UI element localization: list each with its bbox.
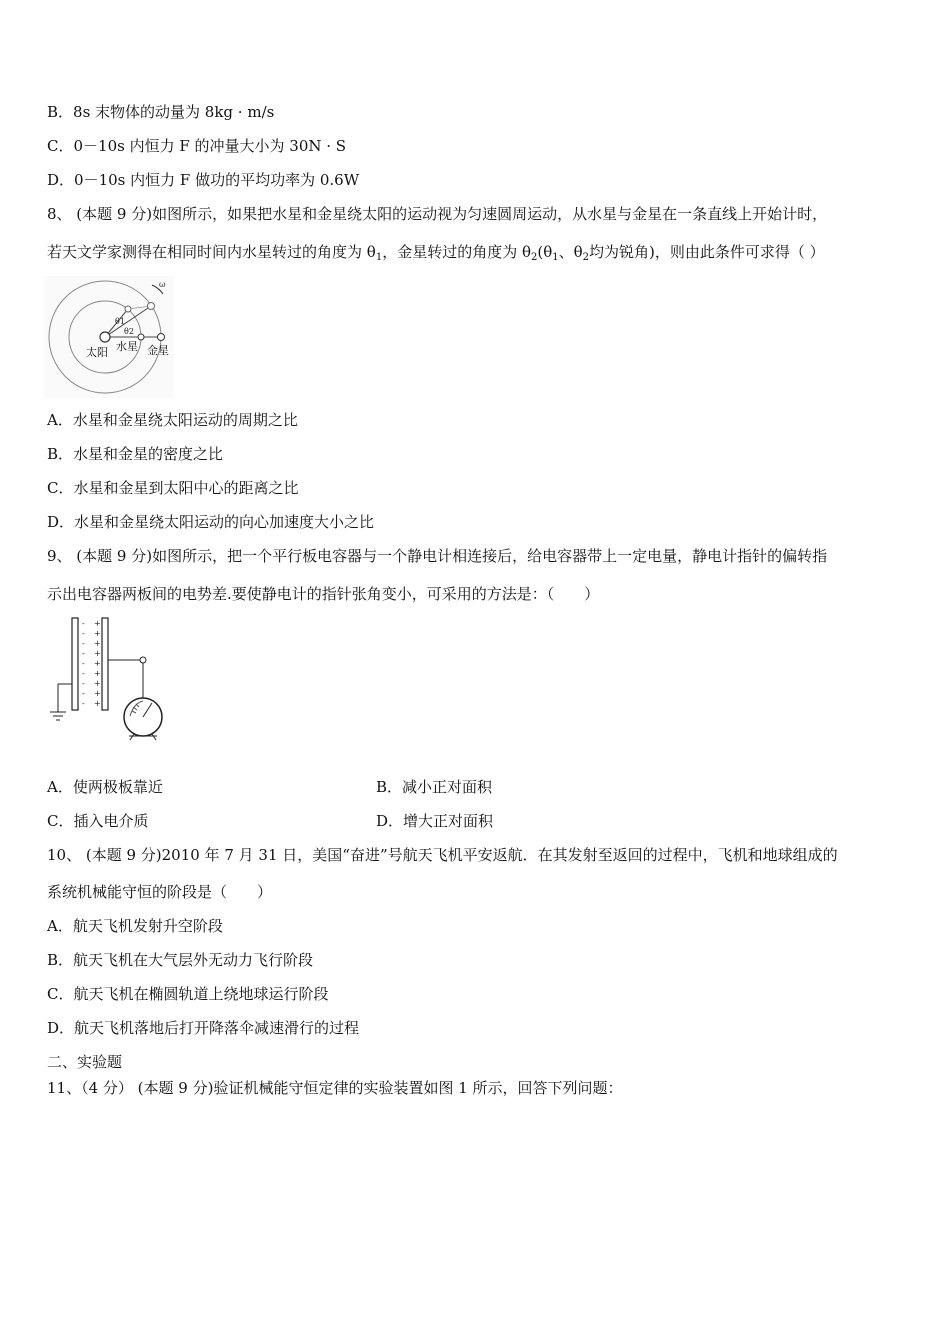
mercury-label: 水星	[116, 340, 138, 353]
orbit-diagram	[44, 276, 174, 398]
svg-text:-: -	[82, 679, 85, 688]
q7-option-c: C．0－10s 内恒力 F 的冲量大小为 30N · S	[47, 137, 347, 155]
theta1-label: θ1	[115, 317, 125, 326]
ground-icon	[50, 712, 66, 720]
svg-text:-: -	[82, 659, 85, 668]
q9-option-b: B．减小正对面积	[376, 778, 493, 796]
q9-stem-line2: 示出电容器两板间的电势差.要使静电计的指针张角变小，可采用的方法是：（ ）	[47, 585, 600, 603]
q10-option-c: C．航天飞机在椭圆轨道上绕地球运行阶段	[47, 985, 329, 1003]
q9-option-d: D．增大正对面积	[376, 812, 494, 830]
svg-text:+: +	[94, 639, 101, 648]
venus-label: 金星	[147, 344, 169, 357]
svg-text:+: +	[94, 659, 101, 668]
mercury-icon	[138, 334, 144, 340]
omega-label: ω	[159, 280, 166, 289]
q8-stem-line1: 8、 (本题 9 分)如图所示，如果把水星和金星绕太阳的运动视为匀速圆周运动，从水星与金星在一条直线上开始计时，	[47, 205, 828, 223]
q10-stem-line1: 10、 (本题 9 分)2010 年 7 月 31 日，美国“奋进”号航天飞机平安返航．在其发射至返回的过程中，飞机和地球组成的	[47, 846, 838, 864]
q10-option-b: B．航天飞机在大气层外无动力飞行阶段	[47, 951, 314, 969]
svg-text:-: -	[82, 629, 85, 638]
right-plate	[102, 618, 108, 710]
svg-text:-: -	[82, 689, 85, 698]
q9-stem-line1: 9、 (本题 9 分)如图所示，把一个平行板电容器与一个静电计相连接后，给电容器带上一定电量，静电计指针的偏转指	[47, 547, 828, 565]
q7-option-d: D．0－10s 内恒力 F 做功的平均功率为 0.6W	[47, 171, 360, 189]
q11-stem: 11、（4 分） (本题 9 分)验证机械能守恒定律的实验装置如图 1 所示，回答下列问题：	[47, 1079, 623, 1097]
capacitor-electrometer-diagram	[44, 612, 194, 744]
venus-icon	[158, 334, 165, 341]
q8-option-a: A．水星和金星绕太阳运动的周期之比	[47, 411, 298, 429]
section-heading: 二、实验题	[47, 1053, 123, 1071]
svg-text:-: -	[82, 699, 85, 708]
q8-option-b: B．水星和金星的密度之比	[47, 445, 224, 463]
svg-text:+: +	[94, 679, 101, 688]
svg-text:-: -	[82, 619, 85, 628]
svg-text:+: +	[94, 669, 101, 678]
svg-text:+: +	[94, 689, 101, 698]
q10-option-a: A．航天飞机发射升空阶段	[47, 917, 223, 935]
svg-text:-: -	[82, 669, 85, 678]
q8-option-d: D．水星和金星绕太阳运动的向心加速度大小之比	[47, 513, 375, 531]
q10-stem-line2: 系统机械能守恒的阶段是（ ）	[47, 883, 273, 901]
svg-text:-: -	[82, 649, 85, 658]
q8-option-c: C．水星和金星到太阳中心的距离之比	[47, 479, 299, 497]
svg-text:+: +	[94, 649, 101, 658]
q10-option-d: D．航天飞机落地后打开降落伞减速滑行的过程	[47, 1019, 360, 1037]
q7-option-b: B．8s 末物体的动量为 8kg · m/s	[47, 103, 275, 121]
sun-icon	[100, 332, 110, 342]
svg-text:+: +	[94, 619, 101, 628]
q9-option-c: C．插入电介质	[47, 812, 149, 830]
left-plate	[72, 618, 78, 710]
svg-text:+: +	[94, 629, 101, 638]
theta2-label: θ2	[124, 327, 134, 336]
svg-text:+: +	[94, 699, 101, 708]
q9-option-a: A．使两极板靠近	[47, 778, 163, 796]
sun-label: 太阳	[86, 346, 108, 359]
q8-stem-line2: 若天文学家测得在相同时间内水星转过的角度为 $\theta_1$，金星转过的角度为 $\theta_2(\theta_1$、$\theta_2$均为锐角)，则由此条件可求得（ ）	[47, 243, 825, 263]
svg-text:-: -	[82, 639, 85, 648]
